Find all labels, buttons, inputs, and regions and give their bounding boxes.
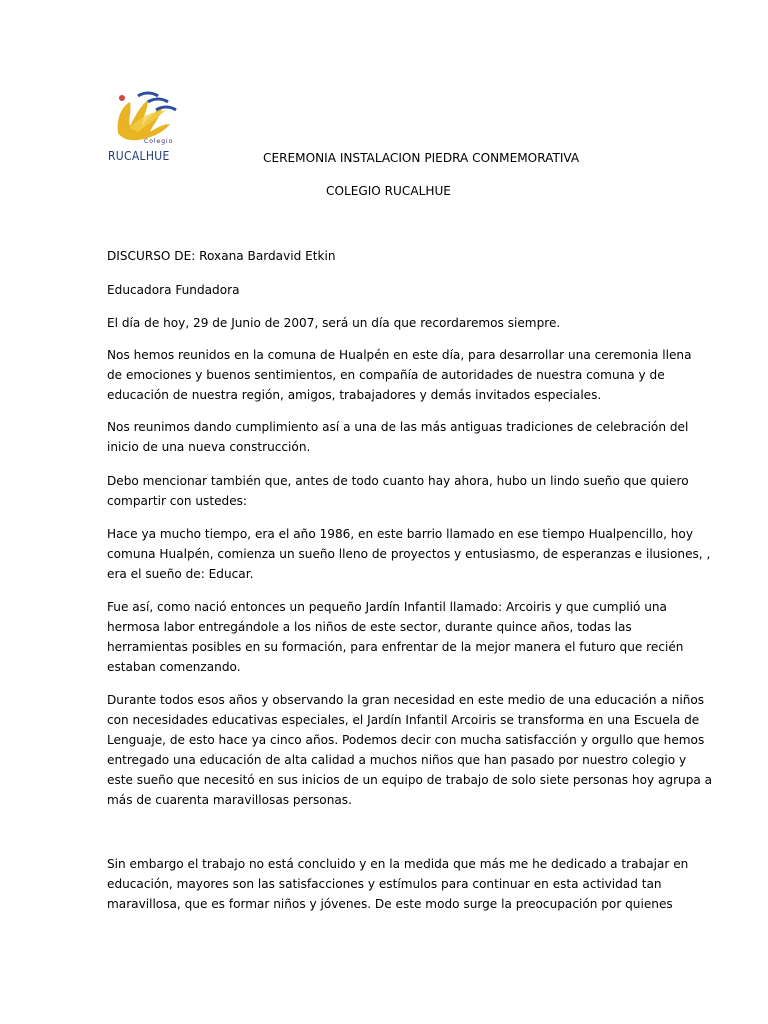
- paragraph-line: Nos reunimos dando cumplimiento así a una de las más antiguas tradiciones de celebración del: [107, 420, 689, 434]
- paragraph-line: compartir con ustedes:: [107, 494, 248, 508]
- paragraph-line: este sueño que necesitó en sus inicios de un equipo de trabajo de solo siete personas hoy agrupa a: [107, 773, 713, 787]
- paragraph-line: educación de nuestra región, amigos, trabajadores y demás invitados especiales.: [107, 388, 602, 402]
- paragraph-line: inicio de una nueva construcción.: [107, 440, 311, 454]
- paragraph-line: Lenguaje, de esto hace ya cinco años. Podemos decir con mucha satisfacción y orgullo que hemos: [107, 733, 705, 747]
- paragraph-line: Sin embargo el trabajo no está concluido y en la medida que más me he dedicado a trabajar en: [107, 857, 689, 871]
- paragraph-line: El día de hoy, 29 de Junio de 2007, será un día que recordaremos siempre.: [107, 316, 561, 330]
- paragraph-line: Fue así, como nació entonces un pequeño Jardín Infantil llamado: Arcoiris y que cumplió una: [107, 600, 667, 614]
- paragraph-line: estaban comenzando.: [107, 660, 241, 674]
- school-logo: [108, 88, 188, 170]
- paragraph-line: entregado una educación de alta calidad a muchos niños que han pasado por nuestro colegio y: [107, 753, 687, 767]
- paragraph-line: Debo mencionar también que, antes de todo cuanto hay ahora, hubo un lindo sueño que quiero: [107, 474, 689, 488]
- paragraph-line: Hace ya mucho tiempo, era el año 1986, en este barrio llamado en ese tiempo Hualpencillo, hoy: [107, 527, 693, 541]
- paragraph-line: Nos hemos reunidos en la comuna de Hualpén en este día, para desarrollar una ceremonia llena: [107, 348, 692, 362]
- logo-caption: Colegio: [144, 138, 174, 145]
- paragraph-line: maravillosa, que es formar niños y jóvenes. De este modo surge la preocupación por quienes: [107, 897, 673, 911]
- paragraph-line: comuna Hualpén, comienza un sueño lleno de proyectos y entusiasmo, de esperanzas e ilusiones, ,: [107, 547, 711, 561]
- paragraph-line: Durante todos esos años y observando la gran necesidad en este medio de una educación a niños: [107, 693, 705, 707]
- paragraph-line: hermosa labor entregándole a los niños de este sector, durante quince años, todas las: [107, 620, 632, 634]
- paragraph-line: era el sueño de: Educar.: [107, 567, 254, 581]
- logo-name: RUCALHUE: [108, 149, 170, 163]
- paragraph-line: más de cuarenta maravillosas personas.: [107, 793, 352, 807]
- paragraph-line: de emociones y buenos sentimientos, en compañía de autoridades de nuestra comuna y de: [107, 368, 665, 382]
- speaker-role: Educadora Fundadora: [107, 283, 240, 297]
- paragraph-line: con necesidades educativas especiales, el Jardín Infantil Arcoiris se transforma en una Escuela de: [107, 713, 700, 727]
- paragraph-line: herramientas posibles en su formación, para enfrentar de la mejor manera el futuro que recién: [107, 640, 684, 654]
- document-subtitle: COLEGIO RUCALHUE: [326, 184, 451, 198]
- paragraph-line: educación, mayores son las satisfacciones y estímulos para continuar en esta actividad tan: [107, 877, 662, 891]
- document-title: CEREMONIA INSTALACION PIEDRA CONMEMORATIVA: [263, 151, 580, 165]
- speaker-line: DISCURSO DE: Roxana Bardavid Etkin: [107, 249, 336, 263]
